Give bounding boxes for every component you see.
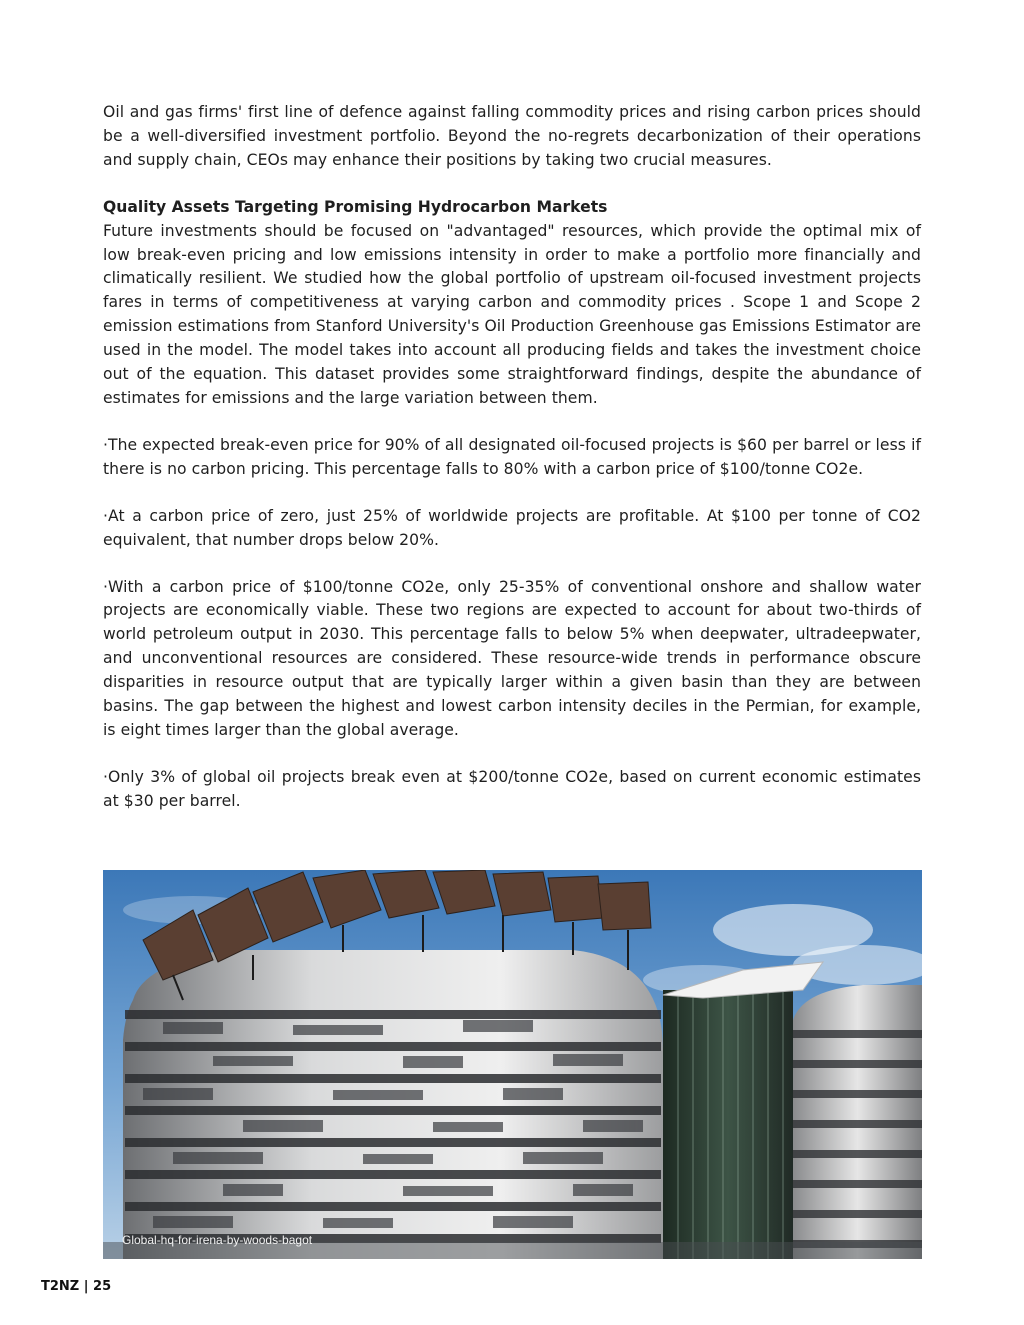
section-heading: Quality Assets Targeting Promising Hydrocarbon Markets xyxy=(103,197,608,216)
bullet-item: ·The expected break-even price for 90% of all designated oil-focused projects is $60 per barrel or less if there is no carbon pricing. This percentage falls to 80% with a carbon price of $100/tonne CO2e. xyxy=(103,435,921,478)
bullet-item: ·At a carbon price of zero, just 25% of worldwide projects are profitable. At $100 per tonne of CO2 equivalent, that number drops below 20%. xyxy=(103,506,921,549)
section-paragraph: Future investments should be focused on "advantaged" resources, which provide the optimal mix of low break-even pricing and low emissions intensity in order to make a portfolio more financially and climatically resilient. We studied how the global portfolio of upstream oil-focused investment projects fares in terms of competitiveness at varying carbon and commodity prices . Scope 1 and Scope 2 emission estimations from Stanford University's Oil Production Greenhouse gas Emissions Estimator are used in the model. The model takes into account all producing fields and takes the investment choice out of the equation. This dataset provides some straightforward findings, despite the abundance of estimates for emissions and the large variation between them. xyxy=(103,221,921,407)
image-caption: Global-hq-for-irena-by-woods-bagot xyxy=(122,1233,313,1247)
building-photo xyxy=(103,870,922,1259)
building-illustration xyxy=(103,870,922,1259)
page-footer: T2NZ | 25 xyxy=(41,1279,112,1294)
intro-paragraph: Oil and gas firms' first line of defence against falling commodity prices and rising carbon prices should be a well-diversified investment portfolio. Beyond the no-regrets decarbonization of their operations and supply chain, CEOs may enhance their positions by taking two crucial measures. xyxy=(103,103,921,169)
bullet-item: ·Only 3% of global oil projects break even at $200/tonne CO2e, based on current economic estimates at $30 per barrel. xyxy=(103,767,921,810)
bullet-item: ·With a carbon price of $100/tonne CO2e, only 25-35% of conventional onshore and shallow water projects are economically viable. These two regions are expected to account for about two-thirds of world petroleum output in 2030. This percentage falls to below 5% when deepwater, ultradeepwater, and unconventional resources are considered. These resource-wide trends in performance obscure disparities in resource output that are typically larger within a given basin than they are between basins. The gap between the highest and lowest carbon intensity deciles in the Permian, for example, is eight times larger than the global average. xyxy=(103,577,921,739)
article-body xyxy=(103,101,921,837)
